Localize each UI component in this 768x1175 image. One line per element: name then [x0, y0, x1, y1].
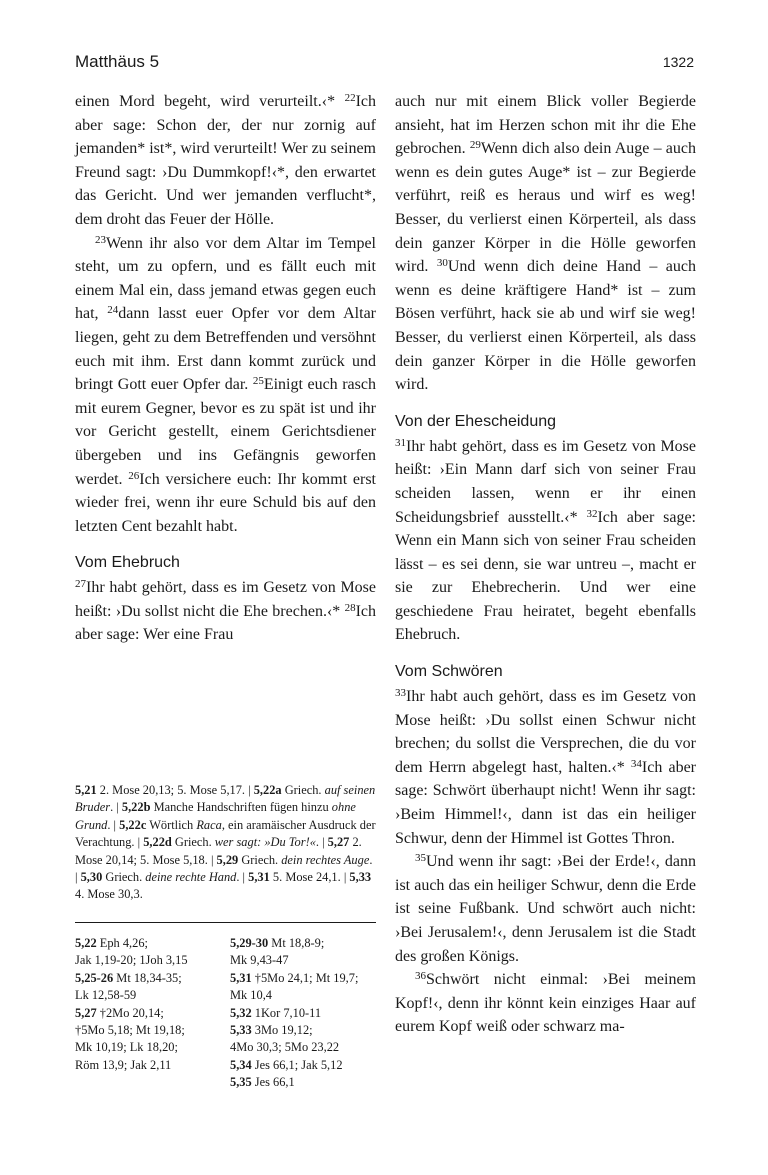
page-number: 1322: [662, 54, 694, 70]
paragraph: $^{36}$Schwört nicht einmal: ›Bei meinem Kopf!‹, denn ihr könnt kein einziges Haar auf eurem Kopf weiß oder schwarz ma-: [395, 970, 696, 1036]
verse-number: 25: [252, 375, 264, 388]
section-heading-schwoeren: Vom Schwören: [395, 663, 503, 681]
verse-number: 27: [75, 578, 86, 591]
crossref-line: †5Mo 5,18; Mt 19,18;: [75, 1023, 185, 1038]
verse-number: 32: [586, 507, 598, 520]
crossref-line: 5,29-30 Mt 18,8-9;: [230, 936, 325, 950]
paragraph: $^{31}$Ihr habt gehört, dass es im Gesetz von Mose heißt: ›Ein Mann darf sich von seiner Frau scheiden lassen, wenn er ihr einen Scheidungsbrief ausstellt.‹* $^{32}$Ich aber sage: Wenn ein Mann sich von seiner Frau scheiden lässt – es sei denn, sie war untreu –, macht er sie zur Ehebrecherin. Und wer eine geschiedene Frau heiratet, begeht ebenfalls Ehebruch.: [395, 436, 696, 644]
verse-number: 36: [415, 970, 426, 983]
paragraph: $^{33}$Ihr habt auch gehört, dass es im Gesetz von Mose heißt: ›Du sollst einen Schwur nicht brechen; du sollst die Versprechen, die du vor dem Herrn abgelegt hast, halten.‹* $^{34}$Ich aber sage: Schwört überhaupt nicht! Wenn ihr sagt: ›Beim Himmel!‹, dann ist das ein heiliger Schwur, denn der Himmel ist Gottes Thron.: [395, 687, 696, 847]
section-heading-ehebruch: Vom Ehebruch: [75, 554, 180, 572]
paragraph: $^{27}$Ihr habt gehört, dass es im Gesetz von Mose heißt: ›Du sollst nicht die Ehe brechen.‹* $^{28}$Ich aber sage: Wer eine Frau: [75, 578, 376, 644]
crossref-line: Röm 13,9; Jak 2,11: [75, 1057, 172, 1072]
crossref-line: 5,22 Eph 4,26;: [75, 936, 148, 950]
crossref-line: 4Mo 30,3; 5Mo 23,22: [230, 1040, 340, 1055]
verse-number: 35: [415, 852, 426, 865]
crossref-line: 5,27 †2Mo 20,14;: [75, 1005, 164, 1020]
verse-number: 30: [436, 257, 448, 270]
section-heading-ehescheidung: Von der Ehescheidung: [395, 412, 557, 430]
crossref-line: 5,34 Jes 66,1; Jak 5,12: [230, 1057, 343, 1072]
book-chapter-title: Matthäus 5: [75, 52, 160, 71]
verse-number: 31: [395, 436, 406, 449]
paragraph: $^{23}$Wenn ihr also vor dem Altar im Tempel steht, um zu opfern, und es fällt euch mit einem Mal ein, dass jemand etwas gegen euch hat, $^{24}$dann lasst euer Opfer vor dem Altar liegen, geht zu dem Betreffenden und versöhnt euch mit ihm. Erst dann kommt zurück und bringt Gott euer Opfer dar. $^{25}$Einigt euch rasch mit eurem Gegner, bevor es zu spät ist und ihr vor Gericht gestellt, einem Gerichtsdiener übergeben und ins Gefängnis geworfen werdet. $^{26}$Ich versichere euch: Ihr kommt erst wieder frei, wenn ihr eure Schuld bis auf den letzten Cent bezahlt habt.: [75, 233, 377, 535]
crossref-column-left: [75, 935, 225, 1074]
crossref-line: 5,31 †5Mo 24,1; Mt 19,7;: [230, 970, 359, 985]
paragraph: einen Mord begeht, wird verurteilt.‹* $^{22}$Ich aber sage: Schon der, der nur zornig auf jemanden* ist*, wird verurteilt! Wer zu seinem Freund sagt: ›Du Dummkopf!‹*, den erwartet das Gericht. Und wer jemanden verflucht*, dem droht das Feuer der Hölle.: [75, 92, 376, 228]
verse-number: 33: [395, 687, 406, 700]
crossref-line: Lk 12,58-59: [75, 988, 137, 1003]
crossref-line: 5,25-26 Mt 18,34-35;: [75, 970, 182, 985]
crossref-line: Mk 10,4: [230, 988, 272, 1003]
paragraph: $^{35}$Und wenn ihr sagt: ›Bei der Erde!‹, dann ist auch das ein heiliger Schwur, denn die Erde ist seine Fußbank. Und schwört auch nicht: ›Bei Jerusalem!‹, denn Jerusalem ist die Stadt des großen Königs.: [395, 852, 696, 965]
verse-number: 26: [128, 469, 140, 482]
verse-number: 23: [95, 233, 106, 246]
footnotes: 5,21 2. Mose 20,13; 5. Mose 5,17. | 5,22a Griech. auf seinen Bruder. | 5,22b Manche Handschriften fügen hinzu ohne Grund. | 5,22c Wörtlich Raca, ein aramäischer Ausdruck der Verachtung. | 5,22d Griech. wer sagt: »Du Tor!«. | 5,27 2. Mose 20,14; 5. Mose 5,18. | 5,29 Griech. dein rechtes Auge. | 5,30 Griech. deine rechte Hand. | 5,31 5. Mose 24,1. | 5,33 4. Mose 30,3.: [75, 783, 376, 902]
crossref-column-right: [230, 935, 380, 1092]
footnote-divider: [75, 922, 376, 923]
crossref-line: 5,33 3Mo 19,12;: [230, 1023, 313, 1038]
crossref-line: Jak 1,19-20; 1Joh 3,15: [75, 953, 188, 968]
text-column-right: [395, 90, 696, 1039]
verse-number: 34: [630, 757, 642, 770]
crossref-line: 5,35 Jes 66,1: [230, 1075, 295, 1090]
verse-number: 24: [107, 304, 119, 317]
page-header: [75, 52, 694, 76]
paragraph: auch nur mit einem Blick voller Begierde ansieht, hat im Herzen schon mit ihr die Ehe gebrochen. $^{29}$Wenn dich also dein Auge – auch wenn es dein gutes Auge* ist – zur Begierde verführt, reiß es heraus und wirf es weg! Besser, du verlierst einen Körperteil, als dass dein ganzer Körper in die Hölle geworfen wird. $^{30}$Und wenn dich deine Hand – auch wenn es deine kräftigere Hand* ist – zum Bösen verführt, hack sie ab und wirf sie weg! Besser, du verlierst einen Körperteil, als dass dein ganzer Körper in die Hölle geworfen wird.: [395, 93, 697, 394]
crossref-line: Mk 9,43-47: [230, 953, 289, 968]
verse-number: 29: [469, 139, 481, 152]
text-column-left: [75, 90, 376, 647]
verse-number: 22: [344, 92, 356, 104]
verse-number: 28: [344, 601, 356, 614]
crossref-line: Mk 10,19; Lk 18,20;: [75, 1040, 178, 1055]
crossref-line: 5,32 1Kor 7,10-11: [230, 1005, 322, 1020]
